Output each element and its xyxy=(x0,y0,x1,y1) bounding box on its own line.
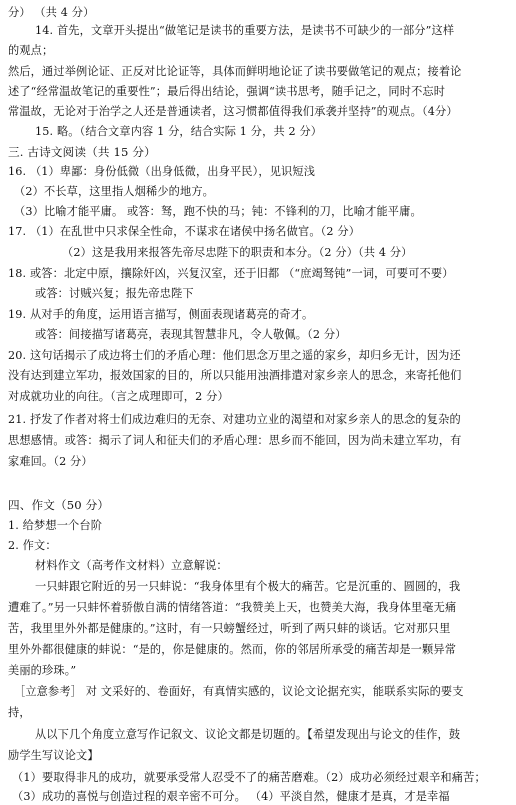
text-line-essay-1: 1. 给梦想一个台阶 xyxy=(8,519,103,532)
text-line-q15: 15. 略。（结合文章内容 1 分，结合实际 1 分，共 2 分） xyxy=(35,125,323,138)
section-heading-composition: 四、作文（50 分） xyxy=(8,498,110,512)
text-line-material-title: 材料作文（高考作文材料）立意解说： xyxy=(35,559,228,572)
text-line-q16-1: 16. （1）卑鄙：身份低微（出身低微，出身平民），见识短浅 xyxy=(8,165,316,178)
section-heading-classical: 三. 古诗文阅读（共 15 分） xyxy=(8,145,156,159)
text-line-q14-cont: 的观点； xyxy=(8,44,54,57)
text-line-material-cont: 里外外都很健康的蚌说：“是的，你是健康的。然而，你的邻居所承受的痛苦却是一颗异常 xyxy=(8,643,457,656)
text-line-material-cont: 遭难了。”另一只蚌怀着骄傲自满的情绪答道：“我赞美上天，也赞美大海，我身体里毫无痛 xyxy=(8,601,457,614)
text-line-q16-3: （3）比喻才能平庸。 或答：驽，跑不快的马；钝：不锋利的刀，比喻才能平庸。 xyxy=(14,205,422,218)
text-line-score-note: 分） （共 4 分） xyxy=(8,6,95,19)
text-line-q18: 18. 或答：北定中原，攘除奸凶，兴复汉室，还于旧都 （“庶竭驽钝”一词，可要可不要） xyxy=(8,267,454,280)
text-line-q21: 21. 抒发了作者对将士们成边难归的无奈、对建功立业的渴望和对家乡亲人的思念的复杂的 xyxy=(8,413,461,426)
text-line-q20: 20. 这句话揭示了成边将士们的矛盾心理：他们思念万里之遥的家乡，却归乡无计，因为还 xyxy=(8,349,461,362)
text-line-angle-1-2: （1）要取得非凡的成功，就要承受常人忍受不了的痛苦磨难。（2）成功必须经过艰辛和痛苦； xyxy=(12,771,486,784)
text-line-q17-2: （2）这是我用来报答先帝尽忠陛下的职责和本分。（2 分）（共 4 分） xyxy=(62,246,413,259)
text-line-material-cont: 苦，我里里外外都是健康的。”这时，有一只螃蟹经过，听到了两只蚌的谈话。它对那只里 xyxy=(8,622,451,635)
text-line-q21-cont: 家难回。（2 分） xyxy=(8,455,93,468)
text-line-reference-cont: 持， xyxy=(8,706,31,719)
text-line-material: 一只蚌跟它附近的另一只蚌说：“我身体里有个极大的痛苦。它是沉重的、圆圆的，我 xyxy=(35,580,461,593)
text-line-angles: 从以下几个角度立意写作记叙文、议论文都是切题的。【希望发现出与论文的佳作，鼓 xyxy=(35,728,461,741)
text-line-essay-2: 2. 作文： xyxy=(8,539,57,552)
text-line-q19: 19. 从对手的角度，运用语言描写，侧面表现诸葛亮的奇才。 xyxy=(8,308,314,321)
text-line-material-cont: 美丽的珍珠。” xyxy=(8,664,77,677)
text-line-q14-cont: 常温故，无论对于治学之人还是普通读者，这习惯都值得我们承袭并坚持”的观点。（4分） xyxy=(8,105,458,118)
text-line-q14-cont: 然后，通过举例论证、正反对比论证等，具体而鲜明地论证了读书要做笔记的观点；接着论 xyxy=(8,65,462,78)
text-line-q14-start: 14. 首先，文章开头提出“做笔记是读书的重要方法，是读书不可缺少的一部分”这样 xyxy=(35,24,455,37)
text-line-q16-2: （2）不长草，这里指人烟稀少的地方。 xyxy=(14,185,215,198)
text-line-q14-cont: 述了“经常温故笔记的重要性”；最后得出结论，强调“读书思考，随手记之，同时不忘时 xyxy=(8,85,446,98)
text-line-angles-cont: 励学生写议论文】 xyxy=(8,749,99,762)
text-line-reference: ［立意参考］ 对 文采好的、卷面好，有真情实感的，议论文论据充实，能联系实际的要支 xyxy=(14,685,464,698)
text-line-q19-alt: 或答：间接描写诸葛亮，表现其智慧非凡，令人敬佩。（2 分） xyxy=(35,328,347,341)
text-line-q20-cont: 没有达到建立军功，报效国家的目的，所以只能用浊酒排遣对家乡亲人的思念，来寄托他们 xyxy=(8,369,462,382)
text-line-q20-cont: 对成就功业的向往。（言之成理即可，2 分） xyxy=(8,390,229,403)
text-line-angle-3-4: （3）成功的喜悦与创造过程的艰辛密不可分。 （4）平淡自然，健康才是真，才是幸福 xyxy=(12,790,450,803)
text-line-q18-alt: 或答：讨贼兴复；报先帝忠陛下 xyxy=(35,287,194,300)
text-line-q17-1: 17. （1）在乱世中只求保全性命，不谋求在诸侯中扬名做官。（2 分） xyxy=(8,225,361,238)
text-line-q21-cont: 思想感情。或答：揭示了词人和征夫们的矛盾心理：思乡而不能回，因为尚未建立军功，有 xyxy=(8,434,462,447)
